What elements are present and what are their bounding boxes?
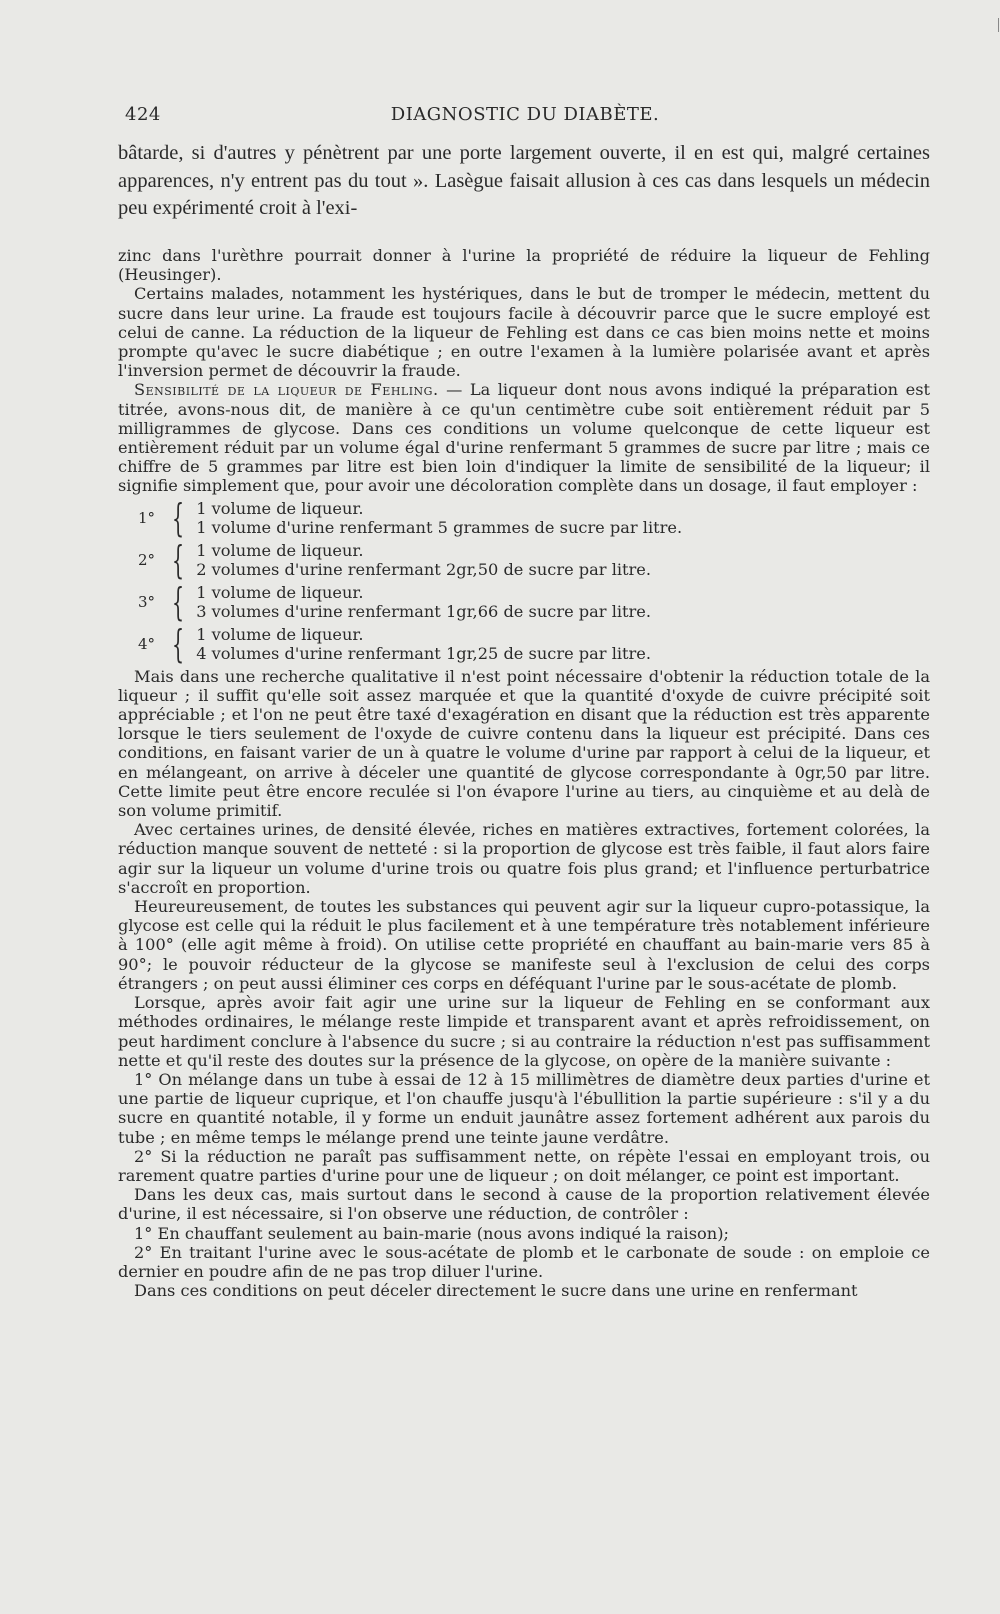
paragraph-9: 2° Si la réduction ne paraît pas suffisamment nette, on répète l'essai en employant trois, ou rarement quatre parties d'urine pour une de liqueur ; on doit mélanger, ce point est important. <box>118 1146 930 1185</box>
enum-line: 1 volume de liqueur. <box>196 540 364 560</box>
enum-number: 3° <box>138 592 156 611</box>
paragraph-3 <box>118 380 930 495</box>
paragraph-3-text: — La liqueur dont nous avons indiqué la préparation est titrée, avons-nous dit, de manière à ce qu'un centimètre cube soit entièrement réduit par 5 milligrammes de glycose. Dans ces conditions un volume quelconque de cette liqueur est entièrement réduit par un volume égal d'urine renfermant 5 grammes de sucre par litre ; mais ce chiffre de 5 grammes par litre est bien loin d'indiquer la limite de sensibilité de la liqueur; il signifie simplement que, pour avoir une décoloration complète dans un dosage, il faut employer : <box>118 380 931 496</box>
top-paragraph: bâtarde, si d'autres y pénètrent par une porte largement ouverte, il en est qui, malgré certaines apparences, n'y entrent pas du tout ». Lasègue faisait allusion à ces cas dans lesquels un médecin peu expérimenté croit à l'exi- <box>118 142 930 219</box>
paragraph-12: 2° En traitant l'urine avec le sous-acétate de plomb et le carbonate de soude : on emploie ce dernier en poudre afin de ne pas trop diluer l'urine. <box>118 1242 930 1281</box>
enumeration-item <box>138 580 930 625</box>
brace-glyph: { <box>172 580 185 625</box>
running-title: DIAGNOSTIC DU DIABÈTE. <box>390 104 660 125</box>
enumeration-item <box>138 622 930 667</box>
enum-number: 4° <box>138 634 156 653</box>
section-heading: Sensibilité de la liqueur de Fehling. <box>134 380 439 400</box>
brace-glyph: { <box>172 622 185 667</box>
body-text <box>118 246 930 1300</box>
brace-glyph: { <box>172 496 185 541</box>
enum-line: 3 volumes d'urine renfermant 1gr,66 de sucre par litre. <box>196 602 652 622</box>
paragraph-7: Lorsque, après avoir fait agir une urine sur la liqueur de Fehling en se conformant aux méthodes ordinaires, le mélange reste limpide et transparent avant et après refroidissement, on peut hardiment conclure à l'absence du sucre ; si au contraire la réduction n'est pas suffisamment nette et qu'il reste des doutes sur la présence de la glycose, on opère de la manière suivante : <box>118 993 930 1070</box>
paragraph-8: 1° On mélange dans un tube à essai de 12 à 15 millimètres de diamètre deux parties d'urine et une partie de liqueur cuprique, et l'on chauffe jusqu'à l'ébullition la partie supérieure : s'il y a du sucre en quantité notable, il y forme un enduit jaunâtre assez fortement adhérent aux parois du tube ; en même temps le mélange prend une teinte jaune verdâtre. <box>118 1069 930 1147</box>
paragraph-5: Avec certaines urines, de densité élevée, riches en matières extractives, fortement colorées, la réduction manque souvent de netteté : si la proportion de glycose est très faible, il faut alors faire agir sur la liqueur un volume d'urine trois ou quatre fois plus grand; et l'influence perturbatrice s'accroît en proportion. <box>118 820 930 897</box>
enum-number: 2° <box>138 550 156 569</box>
enum-line: 1 volume de liqueur. <box>196 582 364 602</box>
brace-glyph: { <box>172 538 185 583</box>
edge-mark <box>998 18 999 32</box>
enum-line: 1 volume d'urine renfermant 5 grammes de sucre par litre. <box>196 518 683 538</box>
enum-line: 1 volume de liqueur. <box>196 498 364 518</box>
enumeration-item <box>138 496 930 541</box>
paragraph-2: Certains malades, notamment les hystériques, dans le but de tromper le médecin, mettent du sucre dans leur urine. La fraude est toujours facile à découvrir parce que le sucre employé est celui de canne. La réduction de la liqueur de Fehling est dans ce cas bien moins nette et moins prompte qu'avec le sucre diabétique ; en outre l'examen à la lumière polarisée avant et après l'inversion permet de découvrir la fraude. <box>118 284 930 381</box>
page-number: 424 <box>125 104 161 125</box>
large-text-paragraph <box>118 140 930 223</box>
paragraph-13: Dans ces conditions on peut déceler directement le sucre dans une urine en renfermant <box>134 1281 858 1301</box>
enum-line: 4 volumes d'urine renfermant 1gr,25 de sucre par litre. <box>196 644 652 664</box>
paragraph-4: Mais dans une recherche qualitative il n'est point nécessaire d'obtenir la réduction totale de la liqueur ; il suffit qu'elle soit assez marquée et que la quantité d'oxyde de cuivre précipité soit appréciable ; et l'on ne peut être taxé d'exagération en disant que la réduction est très apparente lorsque le tiers seulement de l'oxyde de cuivre contenu dans la liqueur est précipité. Dans ces conditions, en faisant varier de un à quatre le volume d'urine par rapport à celui de la liqueur, et en mélangeant, on arrive à déceler une quantité de glycose correspondante à 0gr,50 par litre. Cette limite peut être encore reculée si l'on évapore l'urine au tiers, au cinquième et au delà de son volume primitif. <box>118 666 930 821</box>
enumeration-item <box>138 538 930 583</box>
enum-line: 1 volume de liqueur. <box>196 624 364 644</box>
paragraph-1: zinc dans l'urèthre pourrait donner à l'urine la propriété de réduire la liqueur de Fehling (Heusinger). <box>118 246 930 285</box>
enum-number: 1° <box>138 508 156 527</box>
running-header <box>125 104 925 132</box>
paragraph-11: 1° En chauffant seulement au bain-marie (nous avons indiqué la raison); <box>134 1223 729 1243</box>
paragraph-6: Heureureusement, de toutes les substances qui peuvent agir sur la liqueur cupro-potassique, la glycose est celle qui la réduit le plus facilement et à une température très notablement inférieure à 100° (elle agit même à froid). On utilise cette propriété en chauffant au bain-marie vers 85 à 90°; le pouvoir réducteur de la glycose se manifeste seul à l'exclusion de celui des corps étrangers ; on peut aussi éliminer ces corps en déféquant l'urine par le sous-acétate de plomb. <box>118 897 930 993</box>
enum-line: 2 volumes d'urine renfermant 2gr,50 de sucre par litre. <box>196 560 652 580</box>
paragraph-10: Dans les deux cas, mais surtout dans le second à cause de la proportion relativement élevée d'urine, il est nécessaire, si l'on observe une réduction, de contrôler : <box>118 1185 930 1224</box>
